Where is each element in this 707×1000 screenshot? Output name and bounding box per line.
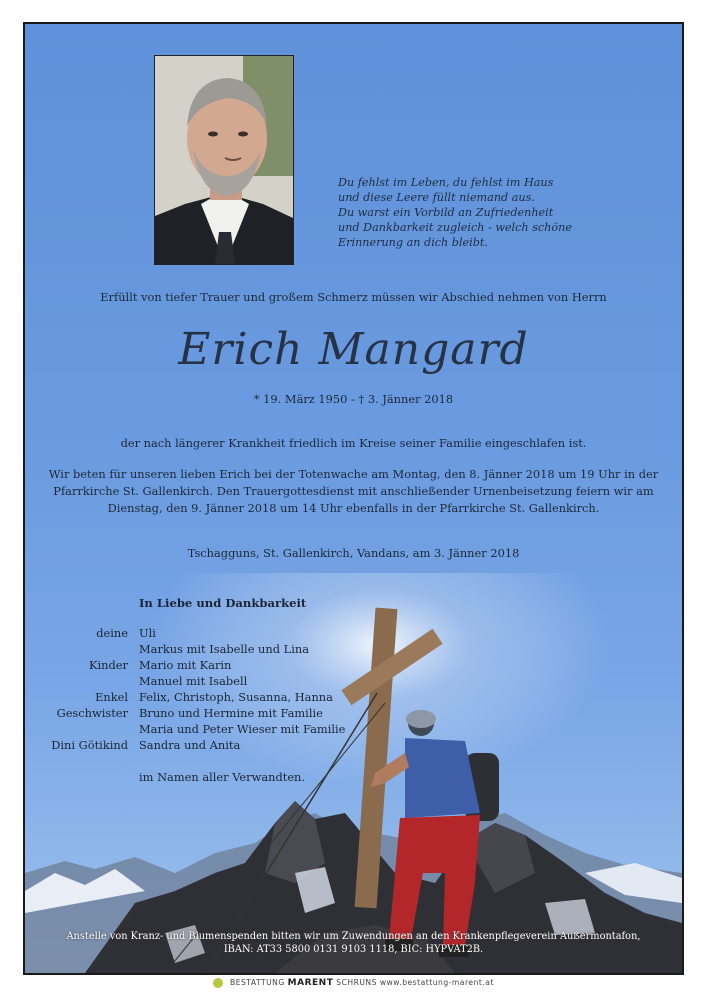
family-list xyxy=(25,625,425,753)
poem-line: Erinnerung an dich bleibt. xyxy=(338,236,488,249)
family-relation: Geschwister xyxy=(56,706,128,720)
donation-line: IBAN: AT33 5800 0131 9103 1118, BIC: HYPVAT2B. xyxy=(223,944,484,955)
family-row xyxy=(25,737,425,753)
poem-line: Du fehlst im Leben, du fehlst im Haus xyxy=(338,176,554,189)
company-url[interactable]: www.bestattung-marent.at xyxy=(379,978,494,987)
family-row xyxy=(25,657,425,673)
family-closing: im Namen aller Verwandten. xyxy=(139,770,306,784)
ceremony-line: Dienstag, den 9. Jänner 2018 um 14 Uhr ebenfalls in der Pfarrkirche St. Gallenkirch. xyxy=(107,501,600,515)
family-row xyxy=(25,689,425,705)
family-relation: Enkel xyxy=(95,690,128,704)
family-names: Sandra und Anita xyxy=(139,738,241,752)
poem-line: und Dankbarkeit zugleich - welch schöne xyxy=(338,221,572,234)
company-town: SCHRUNS xyxy=(336,978,377,987)
poem-line: Du warst ein Vorbild an Zufriedenheit xyxy=(338,206,554,219)
passing-text: der nach längerer Krankheit friedlich im Kreise seiner Familie eingeschlafen ist. xyxy=(120,436,587,450)
funeral-home-logo-icon xyxy=(213,978,223,988)
donation-line: Anstelle von Kranz- und Blumenspenden bitten wir um Zuwendungen an den Krankenpflegeverein Außermontafon, xyxy=(66,931,641,942)
family-row xyxy=(25,625,425,641)
life-dates: * 19. März 1950 - † 3. Jänner 2018 xyxy=(253,392,454,406)
family-relation: deine xyxy=(96,626,128,640)
family-names: Uli xyxy=(139,626,156,640)
family-relation: Dini Götikind xyxy=(51,738,128,752)
family-names: Maria und Peter Wieser mit Familie xyxy=(139,722,346,736)
place-date: Tschagguns, St. Gallenkirch, Vandans, am 3. Jänner 2018 xyxy=(187,546,520,560)
family-names: Mario mit Karin xyxy=(139,658,232,672)
family-names: Markus mit Isabelle und Lina xyxy=(139,642,309,656)
family-row xyxy=(25,721,425,737)
family-names: Bruno und Hermine mit Familie xyxy=(139,706,323,720)
family-names: Manuel mit Isabell xyxy=(139,674,248,688)
portrait-photo xyxy=(155,56,293,264)
deceased-name: Erich Mangard xyxy=(178,324,529,375)
obituary-card xyxy=(23,22,684,975)
family-names: Felix, Christoph, Susanna, Hanna xyxy=(139,690,333,704)
memorial-poem xyxy=(338,175,618,250)
ceremony-line: Wir beten für unseren lieben Erich bei der Totenwache am Montag, den 8. Jänner 2018 um 19 Uhr in der xyxy=(48,467,659,481)
company-name: MARENT xyxy=(287,978,334,988)
deceased-portrait xyxy=(154,55,294,265)
donation-note xyxy=(25,930,682,956)
poem-line: und diese Leere füllt niemand aus. xyxy=(338,191,535,204)
ceremony-line: Pfarrkirche St. Gallenkirch. Den Trauergottesdienst mit anschließender Urnenbeisetzung feiern wir am xyxy=(53,484,654,498)
family-row xyxy=(25,705,425,721)
funeral-home-footer xyxy=(0,978,707,988)
intro-text: Erfüllt von tiefer Trauer und großem Schmerz müssen wir Abschied nehmen von Herrn xyxy=(100,290,607,304)
ceremony-details xyxy=(25,466,682,517)
family-row xyxy=(25,673,425,689)
family-relation: Kinder xyxy=(89,658,128,672)
family-heading: In Liebe und Dankbarkeit xyxy=(139,596,307,610)
family-row xyxy=(25,641,425,657)
company-prefix: BESTATTUNG xyxy=(229,978,285,987)
